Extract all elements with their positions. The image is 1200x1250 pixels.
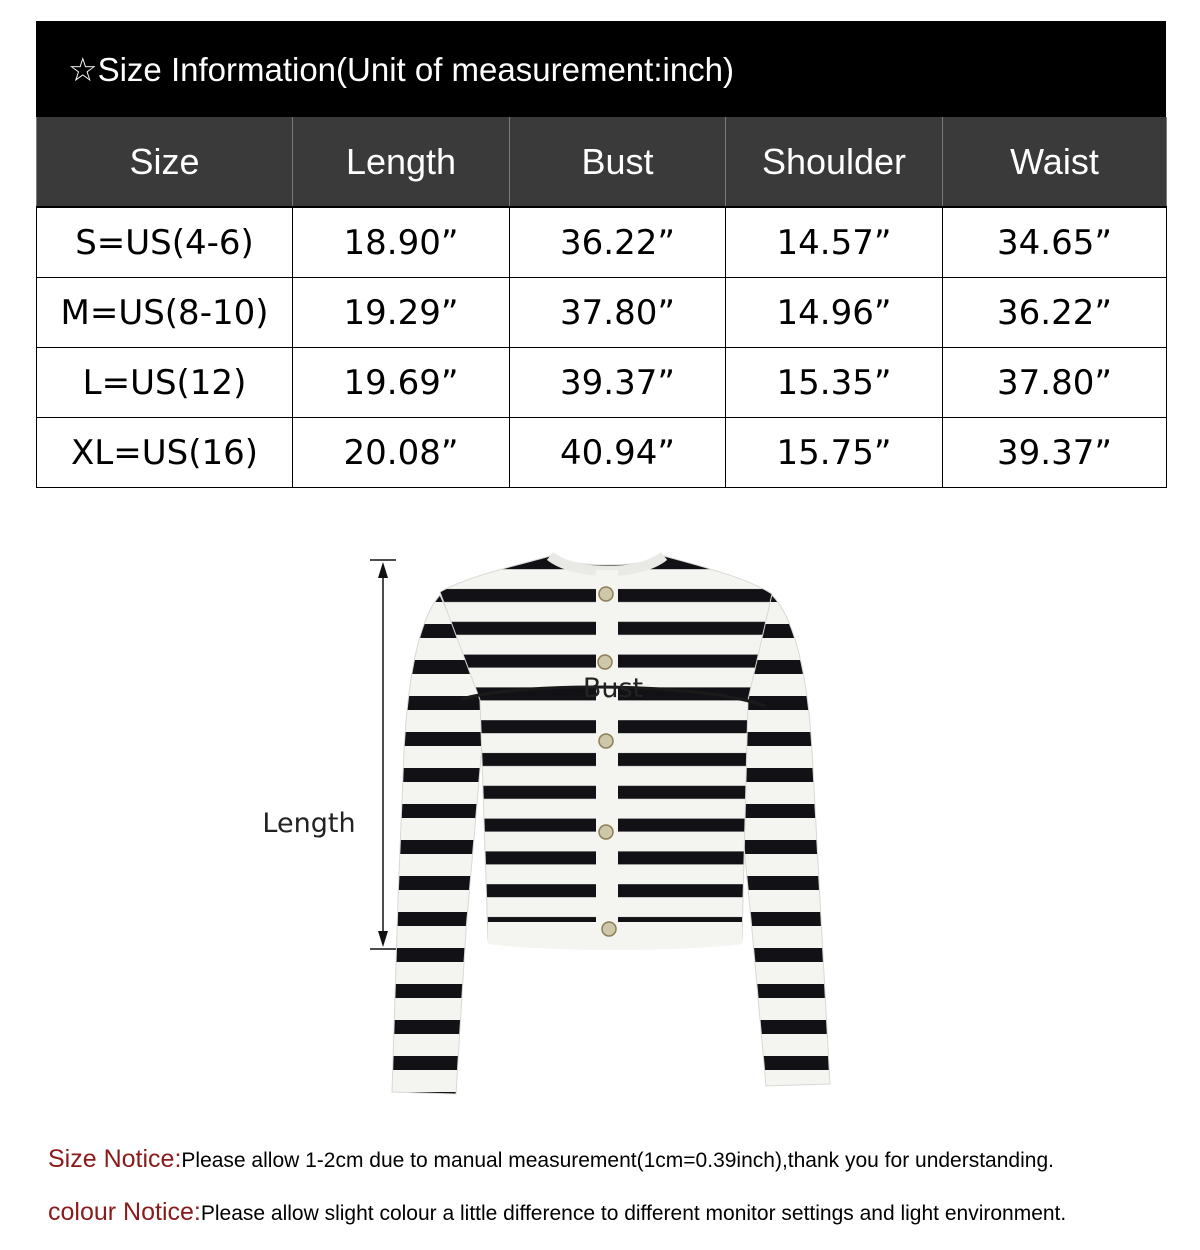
table-cell: S=US(4-6) (37, 207, 293, 278)
table-row (37, 348, 1167, 418)
table-cell: 37.80” (943, 348, 1167, 418)
table-cell: 34.65” (943, 207, 1167, 278)
size-notice (48, 1145, 1054, 1174)
cardigan-diagram (250, 545, 900, 1105)
table-header-row (37, 117, 1167, 207)
table-row (37, 278, 1167, 348)
table-cell: 39.37” (943, 418, 1167, 488)
size-table (36, 117, 1167, 488)
button (599, 734, 613, 748)
button-placket (596, 570, 618, 942)
colour-notice (48, 1198, 1066, 1227)
length-label: Length (262, 808, 356, 839)
bust-label: Bust (582, 673, 644, 704)
column-header-shoulder: Shoulder (726, 117, 943, 207)
table-cell: 15.75” (726, 418, 943, 488)
table-cell: 36.22” (510, 207, 726, 278)
table-cell: 18.90” (293, 207, 510, 278)
button (599, 587, 613, 601)
colour-notice-text: Please allow slight colour a little difference to different monitor settings and light environment. (200, 1202, 1067, 1225)
table-cell: 19.29” (293, 278, 510, 348)
column-header-bust: Bust (510, 117, 726, 207)
table-cell: 19.69” (293, 348, 510, 418)
column-header-length: Length (293, 117, 510, 207)
colour-notice-label: colour Notice: (48, 1198, 201, 1226)
table-cell: M=US(8-10) (37, 278, 293, 348)
table-cell: 14.57” (726, 207, 943, 278)
table-row (37, 418, 1167, 488)
button (598, 655, 612, 669)
column-header-waist: Waist (943, 117, 1167, 207)
size-notice-text: Please allow 1-2cm due to manual measurement(1cm=0.39inch),thank you for understanding. (181, 1149, 1054, 1172)
length-measure-arrow (370, 560, 396, 949)
title-text: ☆Size Information(Unit of measurement:inch) (68, 50, 735, 88)
table-cell: 15.35” (726, 348, 943, 418)
table-row (37, 207, 1167, 278)
size-info-title (36, 21, 1166, 117)
button (602, 922, 616, 936)
column-header-size: Size (37, 117, 293, 207)
table-cell: XL=US(16) (37, 418, 293, 488)
neckline (550, 556, 664, 571)
size-notice-label: Size Notice: (48, 1145, 182, 1173)
table-cell: 40.94” (510, 418, 726, 488)
table-cell: 37.80” (510, 278, 726, 348)
table-cell: 39.37” (510, 348, 726, 418)
button (599, 825, 613, 839)
table-cell: 36.22” (943, 278, 1167, 348)
table-cell: L=US(12) (37, 348, 293, 418)
table-cell: 14.96” (726, 278, 943, 348)
table-cell: 20.08” (293, 418, 510, 488)
